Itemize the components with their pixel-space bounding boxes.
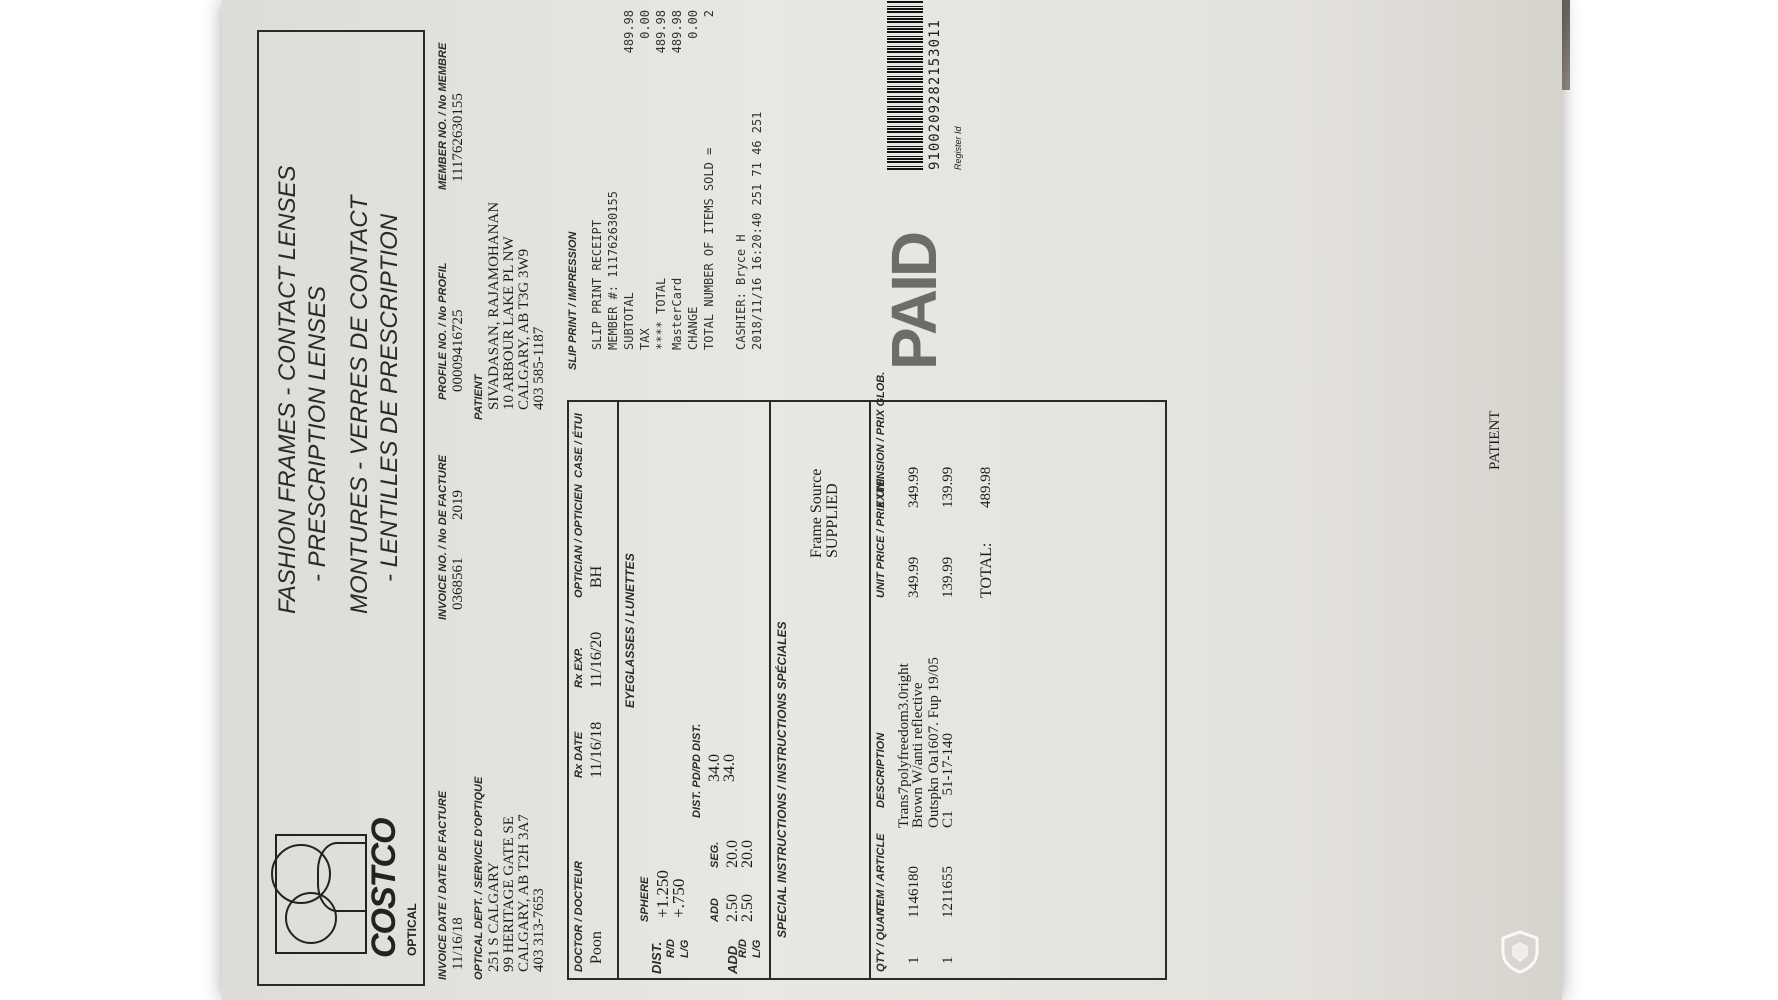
slip-line: SLIP PRINT RECEIPT bbox=[590, 219, 604, 350]
rx-date-label: Rx DATE bbox=[573, 731, 585, 778]
slip-receipt bbox=[589, 10, 765, 350]
frame-source-label: Frame Source bbox=[808, 468, 825, 558]
add-right-value: 2.50 bbox=[724, 894, 741, 922]
add-label: ADD bbox=[709, 898, 721, 922]
barcode-number: 9100209282153011 bbox=[927, 19, 943, 170]
sphere-label: SPHERE bbox=[639, 876, 651, 922]
doctor-value: Poon bbox=[588, 931, 605, 964]
background-left bbox=[0, 0, 222, 1000]
slip-line: CASHIER: Bryce H bbox=[734, 234, 748, 350]
rx-exp-label: Rx EXP. bbox=[573, 647, 585, 688]
case-label: CASE / ÉTUI bbox=[573, 413, 585, 478]
header-box bbox=[257, 30, 425, 986]
doctor-label: DOCTOR / DOCTEUR bbox=[573, 860, 585, 972]
item-unit-price: 349.99 bbox=[906, 556, 922, 598]
receipt-paper bbox=[222, 0, 1562, 1000]
invoice-date-label: INVOICE DATE / DATE DE FACTURE bbox=[437, 790, 449, 980]
invoice-no-value: 0368561 bbox=[450, 557, 466, 610]
frame-source-value: SUPPLIED bbox=[824, 483, 841, 558]
item-description-2: C1 51-17-140 bbox=[940, 733, 956, 828]
profile-no-label: PROFILE NO. / No PROFIL bbox=[437, 262, 449, 400]
background-right bbox=[1562, 0, 1778, 1000]
dept-line-1: 251 S CALGARY bbox=[486, 861, 502, 972]
add-side-label: ADD bbox=[725, 945, 740, 974]
dept-line-2: 99 HERITAGE GATE SE bbox=[501, 816, 517, 972]
pd-right-value: 34.0 bbox=[706, 754, 723, 782]
sphere-right-value: +1.250 bbox=[653, 870, 672, 918]
pd-left-value: 34.0 bbox=[721, 754, 738, 782]
unit-price-label: UNIT PRICE / PRIX UNI. bbox=[875, 475, 887, 598]
item-description-1: Trans7polyfreedom3.0right bbox=[896, 663, 912, 828]
copy-label: PATIENT bbox=[1487, 410, 1503, 470]
patient-line-2: 10 ARBOUR LAKE PL NW bbox=[501, 236, 517, 410]
seg-left-value: 20.0 bbox=[739, 840, 756, 868]
item-number: 1211655 bbox=[940, 866, 956, 918]
slip-line: MasterCard 489.98 bbox=[670, 10, 684, 350]
patient-label: PATIENT bbox=[473, 374, 485, 420]
item-qty: 1 bbox=[940, 956, 956, 964]
headline-2: - PRESCRIPTION LENSES bbox=[304, 285, 331, 582]
slip-line: MEMBER #: 111762630155 bbox=[606, 191, 620, 350]
dept-line-4: 403 313-7653 bbox=[531, 888, 547, 972]
extension-label: EXTENSION / PRIX GLOB. bbox=[875, 371, 887, 508]
item-label: ITEM / ARTICLE bbox=[875, 833, 887, 916]
total-value: 489.98 bbox=[978, 466, 994, 508]
pd-label: DIST. PD/PD DIST. bbox=[691, 723, 703, 818]
item-number: 1146180 bbox=[906, 866, 922, 918]
item-description-2: Brown W/anti reflective bbox=[910, 682, 926, 828]
invoice-document bbox=[237, 10, 1547, 990]
add-rd-label: R/D bbox=[737, 939, 749, 958]
member-no-label: MEMBER NO. / No MEMBRE bbox=[437, 42, 449, 190]
paid-stamp: PAID bbox=[878, 233, 950, 370]
optical-dept-label: OPTICAL DEPT. / SERVICE D'OPTIQUE bbox=[473, 776, 485, 980]
headline-3: MONTURES - VERRES DE CONTACT bbox=[346, 195, 373, 614]
eyeglasses-label: EYEGLASSES / LUNETTES bbox=[623, 553, 637, 708]
item-description-1: Outspkn Oa1607. Fup 19/05 bbox=[926, 657, 942, 828]
item-unit-price: 139.99 bbox=[940, 556, 956, 598]
invoice-no-label: INVOICE NO. / No DE FACTURE bbox=[437, 454, 449, 620]
invoice-no-suffix: 2019 bbox=[450, 490, 466, 520]
invoice-date-value: 11/16/18 bbox=[450, 917, 466, 970]
total-label: TOTAL: bbox=[978, 542, 995, 598]
item-extension: 349.99 bbox=[906, 466, 922, 508]
patient-line-1: SIVADASAN, RAJAMOHANAN bbox=[486, 201, 502, 410]
slip-print-label: SLIP PRINT / IMPRESSION bbox=[567, 231, 579, 370]
rx-exp-value: 11/16/20 bbox=[588, 631, 605, 688]
dist-lg-label: L/G bbox=[679, 939, 691, 958]
item-extension: 139.99 bbox=[940, 466, 956, 508]
register-id-label: Register Id bbox=[953, 126, 963, 170]
profile-no-value: 00009416725 bbox=[450, 309, 466, 392]
patient-line-3: CALGARY, AB T3G 3W9 bbox=[516, 248, 532, 410]
add-left-value: 2.50 bbox=[739, 894, 756, 922]
headline-1: FASHION FRAMES - CONTACT LENSES bbox=[274, 165, 301, 614]
slip-line: SUBTOTAL 489.98 bbox=[622, 10, 636, 350]
logo-wordmark: COSTCO bbox=[365, 818, 403, 958]
seg-label: SEG. bbox=[709, 841, 721, 868]
logo-graphic-icon bbox=[275, 834, 367, 954]
shield-watermark-icon bbox=[1500, 930, 1540, 974]
item-qty: 1 bbox=[906, 956, 922, 964]
rx-table bbox=[567, 371, 1167, 980]
member-no-value: 111762630155 bbox=[450, 93, 466, 182]
slip-line: 2018/11/16 16:20:40 251 71 46 251 bbox=[750, 111, 764, 350]
headline-4: - LENTILLES DE PRESCRIPTION bbox=[376, 213, 403, 582]
dept-line-3: CALGARY, AB T2H 3A7 bbox=[516, 814, 532, 972]
qty-label: QTY / QUANT. bbox=[875, 899, 887, 972]
patient-line-4: 403 585-1187 bbox=[531, 326, 547, 410]
dist-rd-label: R/D bbox=[665, 939, 677, 958]
slip-line: TAX 0.00 bbox=[638, 10, 652, 350]
optician-value: BH bbox=[588, 565, 605, 588]
sphere-left-value: +.750 bbox=[669, 878, 688, 918]
slip-line: CHANGE 0.00 bbox=[686, 10, 700, 350]
dist-label: DIST. bbox=[649, 941, 664, 974]
optician-label: OPTICIAN / OPTICIEN bbox=[573, 484, 585, 598]
costco-logo bbox=[265, 762, 419, 972]
slip-line: TOTAL NUMBER OF ITEMS SOLD = 2 bbox=[702, 10, 716, 350]
special-instructions-label: SPECIAL INSTRUCTIONS / INSTRUCTIONS SPÉCIALES bbox=[775, 621, 789, 938]
add-lg-label: L/G bbox=[751, 939, 763, 958]
rx-date-value: 11/16/18 bbox=[588, 721, 605, 778]
description-label: DESCRIPTION bbox=[875, 732, 887, 808]
slip-line: **** TOTAL 489.98 bbox=[654, 10, 668, 350]
barcode-icon bbox=[887, 0, 923, 170]
slip-line bbox=[717, 10, 733, 350]
logo-subtitle: OPTICAL bbox=[405, 903, 419, 956]
seg-right-value: 20.0 bbox=[724, 840, 741, 868]
